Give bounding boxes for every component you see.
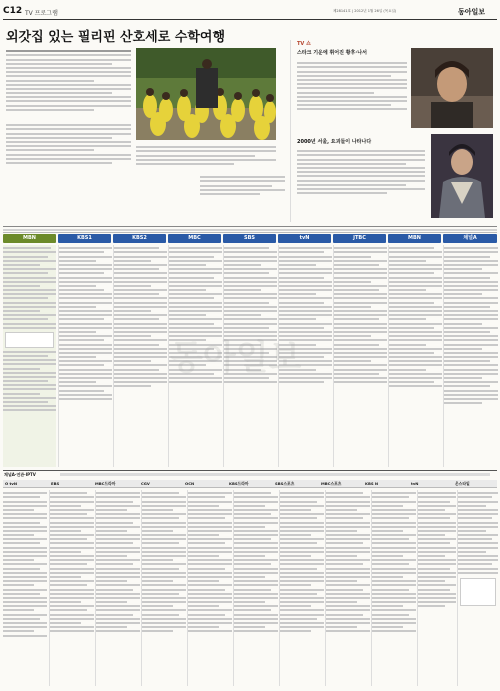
lower-channel-4: OCN (185, 481, 195, 486)
side-box-body-2 (297, 148, 425, 196)
side-box-kicker: TV 쇼 (297, 41, 311, 47)
top-story-body-left (6, 48, 131, 118)
schedule-column-6 (333, 245, 387, 467)
issue-date: 제28141호 | 2012년 1월 26일 (목요일) (333, 9, 397, 13)
top-story-body-left-2 (6, 122, 131, 182)
top-story-headline: 외갓집 있는 필리핀 산호세로 수학여행 (6, 30, 226, 45)
schedule-column-2 (113, 245, 167, 467)
schedule-column-8 (443, 245, 498, 467)
section-title: TV 프로그램 (25, 10, 58, 17)
channel-header-7: MBN (388, 234, 441, 243)
channel-header-5: tvN (278, 234, 331, 243)
lower-band-note (60, 473, 490, 476)
page-number: C12 (3, 6, 23, 16)
side-box-photo-1 (411, 48, 493, 128)
side-box (290, 40, 495, 222)
channel-header-row (3, 234, 497, 243)
side-box-body (297, 60, 407, 112)
lower-channel-7: MBC스포츠 (321, 481, 342, 486)
lower-channel-10: 온스타일 (455, 481, 470, 486)
schedule-column-0 (3, 245, 56, 467)
channel-header-1: KBS1 (58, 234, 111, 243)
channel-header-6: JTBC (333, 234, 386, 243)
lower-schedule-grid (3, 490, 497, 686)
header-rule (3, 19, 497, 20)
watermark: 동아일보 (170, 338, 302, 378)
lower-channel-3: CGV (141, 481, 150, 486)
channel-header-4: SBS (223, 234, 276, 243)
lower-channel-9: tvN (411, 481, 419, 486)
top-story-body-right (136, 144, 276, 174)
lower-channel-header-row (3, 480, 497, 488)
paper-logo: 동아일보 (458, 8, 486, 16)
page-header (3, 5, 497, 19)
lower-channel-1: EBS (51, 481, 60, 486)
lower-band-label: 채널A·연관·IPTV (4, 472, 36, 477)
side-box-mid-headline: 2000년 서울, 요괴들이 나타나다 (297, 139, 372, 145)
side-box-title: 스타크 기운에 휘어진 황후·나서 (297, 50, 367, 56)
lower-channel-8: KBS N (365, 481, 379, 486)
channel-header-2: KBS2 (113, 234, 166, 243)
side-box-photo-2 (431, 134, 493, 218)
lower-channel-6: SBS스포츠 (275, 481, 295, 486)
channel-header-3: MBC (168, 234, 221, 243)
top-story-body-mid (200, 174, 285, 214)
channel-header-0: MBN (3, 234, 56, 243)
lower-band-rule (3, 470, 497, 471)
lower-channel-5: KBS드라마 (229, 481, 249, 486)
lower-ad-box (460, 578, 496, 606)
top-story-photo (136, 48, 276, 140)
lower-channel-0: O tvN (5, 481, 18, 486)
channel-info-strip (3, 226, 497, 233)
lower-channel-2: MBC드라마 (95, 481, 116, 486)
channel-header-8: 채널A (443, 234, 497, 243)
schedule-column-7 (388, 245, 442, 467)
schedule-column-1 (58, 245, 112, 467)
column-ad-box (5, 332, 54, 348)
